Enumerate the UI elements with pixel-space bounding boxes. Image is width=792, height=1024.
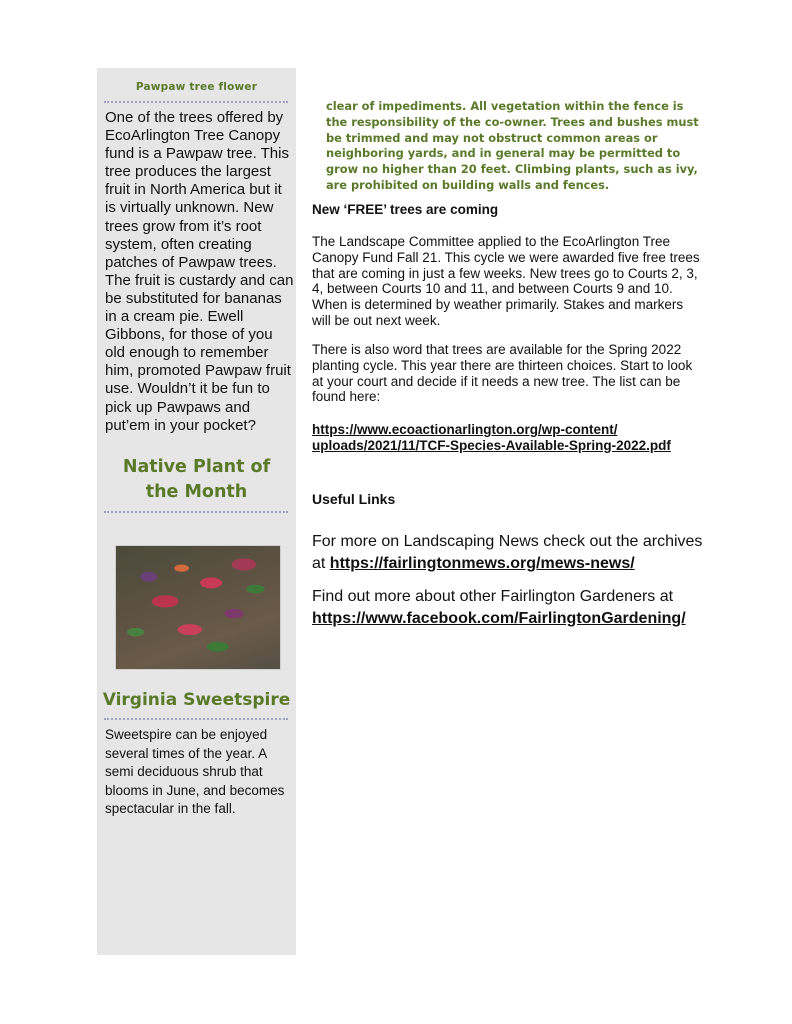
free-trees-paragraph: The Landscape Committee applied to the EcoArlington Tree Canopy Fund Fall 21. This cycle we were awarded five free trees that are coming in just a few weeks. New trees go to Courts 2, 3, 4, between Courts 10 and 11, and between Courts 9 and 10. When is determined by weather primarily. Stakes and markers will be out next week. <box>312 234 700 328</box>
species-link-line1[interactable]: https://www.ecoactionarlington.org/wp-content/ <box>312 422 618 437</box>
pawpaw-article: One of the trees offered by EcoArlington Tree Canopy fund is a Pawpaw tree. This tree produces the largest fruit in North America but it is virtually unknown. New trees grow from it’s root system, often creating patches of Pawpaw trees. The fruit is custardy and can be substituted for bananas in a cream pie. Ewell Gibbons, for those of you old enough to remember him, promoted Pawpaw fruit use. Wouldn’t it be fun to pick up Pawpaws and put’em in your pocket? <box>105 109 294 434</box>
spring-trees-paragraph: There is also word that trees are available for the Spring 2022 planting cycle. This year there are thirteen choices. Start to look at your court and decide if it needs a new tree. The list can be found here: <box>312 342 693 405</box>
rules-text: clear of impediments. All vegetation within the fence is the responsibility of the co-owner. Trees and bushes must be trimmed and may not obstruct common areas or neighboring yards, and in general may be permitted to grow no higher than 20 feet. Climbing plants, such as ivy, are prohibited on building walls and fences. <box>326 99 699 192</box>
photo-caption: Pawpaw tree flower <box>135 81 258 93</box>
gardeners-text: Find out more about other Fairlington Gardeners at <box>312 588 674 605</box>
divider <box>104 718 288 720</box>
sweetspire-photo <box>115 545 281 670</box>
species-link-line2[interactable]: uploads/2021/11/TCF-Species-Available-Spring-2022.pdf <box>312 437 671 453</box>
sidebar <box>97 68 296 955</box>
divider <box>104 511 288 513</box>
species-list-link[interactable] <box>312 422 702 454</box>
gardeners-link[interactable]: https://www.facebook.com/FairlingtonGardening/ <box>312 609 686 627</box>
archives-text: For more on Landscaping News check out the archives at <box>312 533 703 572</box>
divider <box>104 101 288 103</box>
useful-links-heading: Useful Links <box>312 491 396 507</box>
archives-link[interactable]: https://fairlingtonmews.org/mews-news/ <box>329 554 635 572</box>
plant-name-heading: Virginia Sweetspire <box>102 690 291 710</box>
gardeners-paragraph <box>312 586 712 629</box>
archives-paragraph <box>312 531 712 574</box>
free-trees-heading: New ‘FREE’ trees are coming <box>312 202 499 217</box>
native-plant-heading: Native Plant of the Month <box>122 457 271 502</box>
sweetspire-description: Sweetspire can be enjoyed several times of the year. A semi deciduous shrub that blooms in June, and becomes spectacular in the fall. <box>105 727 285 817</box>
